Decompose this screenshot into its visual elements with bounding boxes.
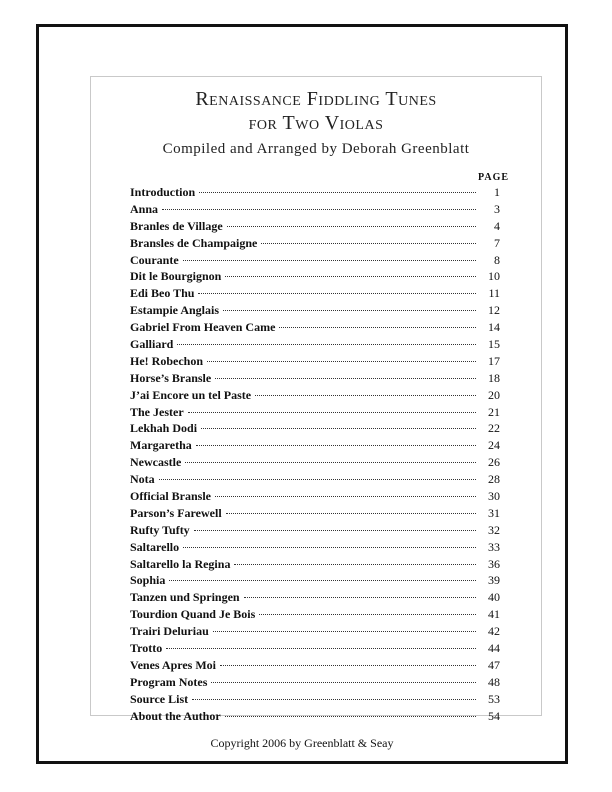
toc-entry-page: 40 [488,590,500,605]
toc-entry-page: 36 [488,556,500,571]
toc-entry [130,589,500,606]
toc-entry [130,640,500,657]
toc-entry-page: 22 [488,421,500,436]
toc-entry [130,691,500,708]
toc-entry [130,708,500,725]
toc-entry-page: 8 [494,252,500,267]
toc-entry [130,336,500,353]
toc-entry-page: 7 [494,235,500,250]
dot-leader [183,260,476,261]
dot-leader [223,310,476,311]
dot-leader [211,682,476,683]
toc-entry-title: Anna [130,201,159,216]
toc-entry-title: Nota [130,472,155,487]
toc-entry-page: 39 [488,573,500,588]
toc-entry-page: 31 [488,505,500,520]
toc-entry [130,387,500,404]
toc-entry [130,674,500,691]
toc-entry-title: Courante [130,252,179,267]
toc-entry-page: 44 [488,641,500,656]
dot-leader [159,479,476,480]
dot-leader [225,716,476,717]
toc-entry-page: 10 [488,269,500,284]
dot-leader [196,445,476,446]
dot-leader [166,648,476,649]
dot-leader [227,226,476,227]
toc-entry-title: Venes Apres Moi [130,657,217,672]
toc-entry-page: 53 [488,691,500,706]
toc-entry [130,235,500,252]
book-title-line-2: for Two Violas [248,112,384,134]
page-column-header: PAGE [478,172,510,183]
toc-entry-page: 48 [488,674,500,689]
toc-entry-title: Tourdion Quand Je Bois [130,607,256,622]
toc-entry [130,471,500,488]
toc-entry [130,572,500,589]
copyright-notice: Copyright 2006 by Greenblatt & Seay [210,736,394,750]
dot-leader [279,327,476,328]
dot-leader [192,699,476,700]
dot-leader [162,209,476,210]
dot-leader [244,597,476,598]
toc-entry-title: Program Notes [130,674,208,689]
toc-entry-title: Bransles de Champaigne [130,235,258,250]
toc-entry [130,556,500,573]
toc-entry-page: 12 [488,303,500,318]
toc-entry-page: 47 [488,657,500,672]
toc-entry [130,657,500,674]
toc-entry-page: 42 [488,624,500,639]
toc-entry-title: Sophia [130,573,166,588]
toc-entry-title: He! Robechon [130,353,203,368]
dot-leader [207,361,476,362]
dot-leader [169,580,476,581]
dot-leader [215,378,476,379]
toc-entry-title: Source List [130,691,189,706]
toc-entry-page: 18 [488,370,500,385]
toc-entry-page: 4 [494,218,500,233]
dot-leader [261,243,476,244]
toc-entry-title: Official Bransle [130,489,211,504]
dot-leader [255,395,476,396]
toc-entry-page: 33 [488,539,500,554]
toc-entry [130,454,500,471]
dot-leader [199,192,476,193]
book-subtitle: Compiled and Arranged by Deborah Greenblatt [162,141,470,157]
toc-entry-page: 14 [488,320,500,335]
toc-entry-title: Saltarello la Regina [130,556,231,571]
toc-entry-page: 1 [494,185,500,199]
toc-entry-page: 11 [488,286,500,301]
toc-entry-title: Branles de Village [130,218,223,233]
toc-entry-title: Parson’s Farewell [130,505,222,520]
toc-entry [130,319,500,336]
toc-entry [130,370,500,387]
toc-entry-page: 32 [488,522,500,537]
toc-entry [130,539,500,556]
toc-entry-title: About the Author [130,708,221,723]
toc-entry [130,268,500,285]
dot-leader [213,631,476,632]
toc-entry-title: Rufty Tufty [130,522,190,537]
dot-leader [201,428,476,429]
dot-leader [226,513,476,514]
toc-entry [130,420,500,437]
toc-entry-page: 21 [488,404,500,419]
toc-entry-title: Trotto [130,641,163,656]
toc-entry-title: The Jester [130,404,184,419]
toc-entry [130,522,500,539]
toc-entry [130,353,500,370]
book-title-line-1: Renaissance Fiddling Tunes [195,88,437,110]
toc-entry-title: Estampie Anglais [130,303,220,318]
toc-entry [130,218,500,235]
toc-entry-title: Trairi Deluriau [130,624,209,639]
dot-leader [234,564,476,565]
toc-entry-page: 15 [488,337,500,352]
dot-leader [259,614,476,615]
dot-leader [198,293,476,294]
toc-entry-title: Edi Beo Thu [130,286,195,301]
toc-entry-page: 41 [488,607,500,622]
toc-entry-title: Tanzen und Springen [130,590,240,605]
toc-entry-title: Lekhah Dodi [130,421,198,436]
toc-entry [130,184,500,201]
toc-entry-page: 17 [488,353,500,368]
toc-entry [130,285,500,302]
toc-entry [130,252,500,269]
toc-entry-page: 20 [488,387,500,402]
toc-entry [130,623,500,640]
toc-entry [130,437,500,454]
toc-entry-page: 26 [488,455,500,470]
toc-entry-page: 28 [488,472,500,487]
toc-entry-title: Introduction [130,185,196,199]
toc-entry-page: 30 [488,489,500,504]
toc-entry-title: Gabriel From Heaven Came [130,320,276,335]
dot-leader [185,462,476,463]
toc-entry [130,302,500,319]
dot-leader [194,530,476,531]
toc-entry-title: Horse’s Bransle [130,370,212,385]
toc-entry-page: 3 [494,201,500,216]
toc-entry-title: Newcastle [130,455,182,470]
toc-entry-title: Galliard [130,337,174,352]
toc-entry [130,201,500,218]
toc-entry [130,404,500,421]
dot-leader [225,276,476,277]
dot-leader [220,665,476,666]
toc-entry-title: Dit le Bourgignon [130,269,222,284]
table-of-contents [130,184,500,725]
toc-entry [130,505,500,522]
dot-leader [215,496,476,497]
toc-entry-title: Margaretha [130,438,192,453]
dot-leader [177,344,476,345]
dot-leader [188,412,476,413]
toc-entry [130,606,500,623]
toc-entry [130,488,500,505]
toc-entry-page: 24 [488,438,500,453]
toc-entry-title: Saltarello [130,539,180,554]
toc-entry-page: 54 [488,708,500,723]
toc-entry-title: J’ai Encore un tel Paste [130,387,252,402]
dot-leader [183,547,476,548]
